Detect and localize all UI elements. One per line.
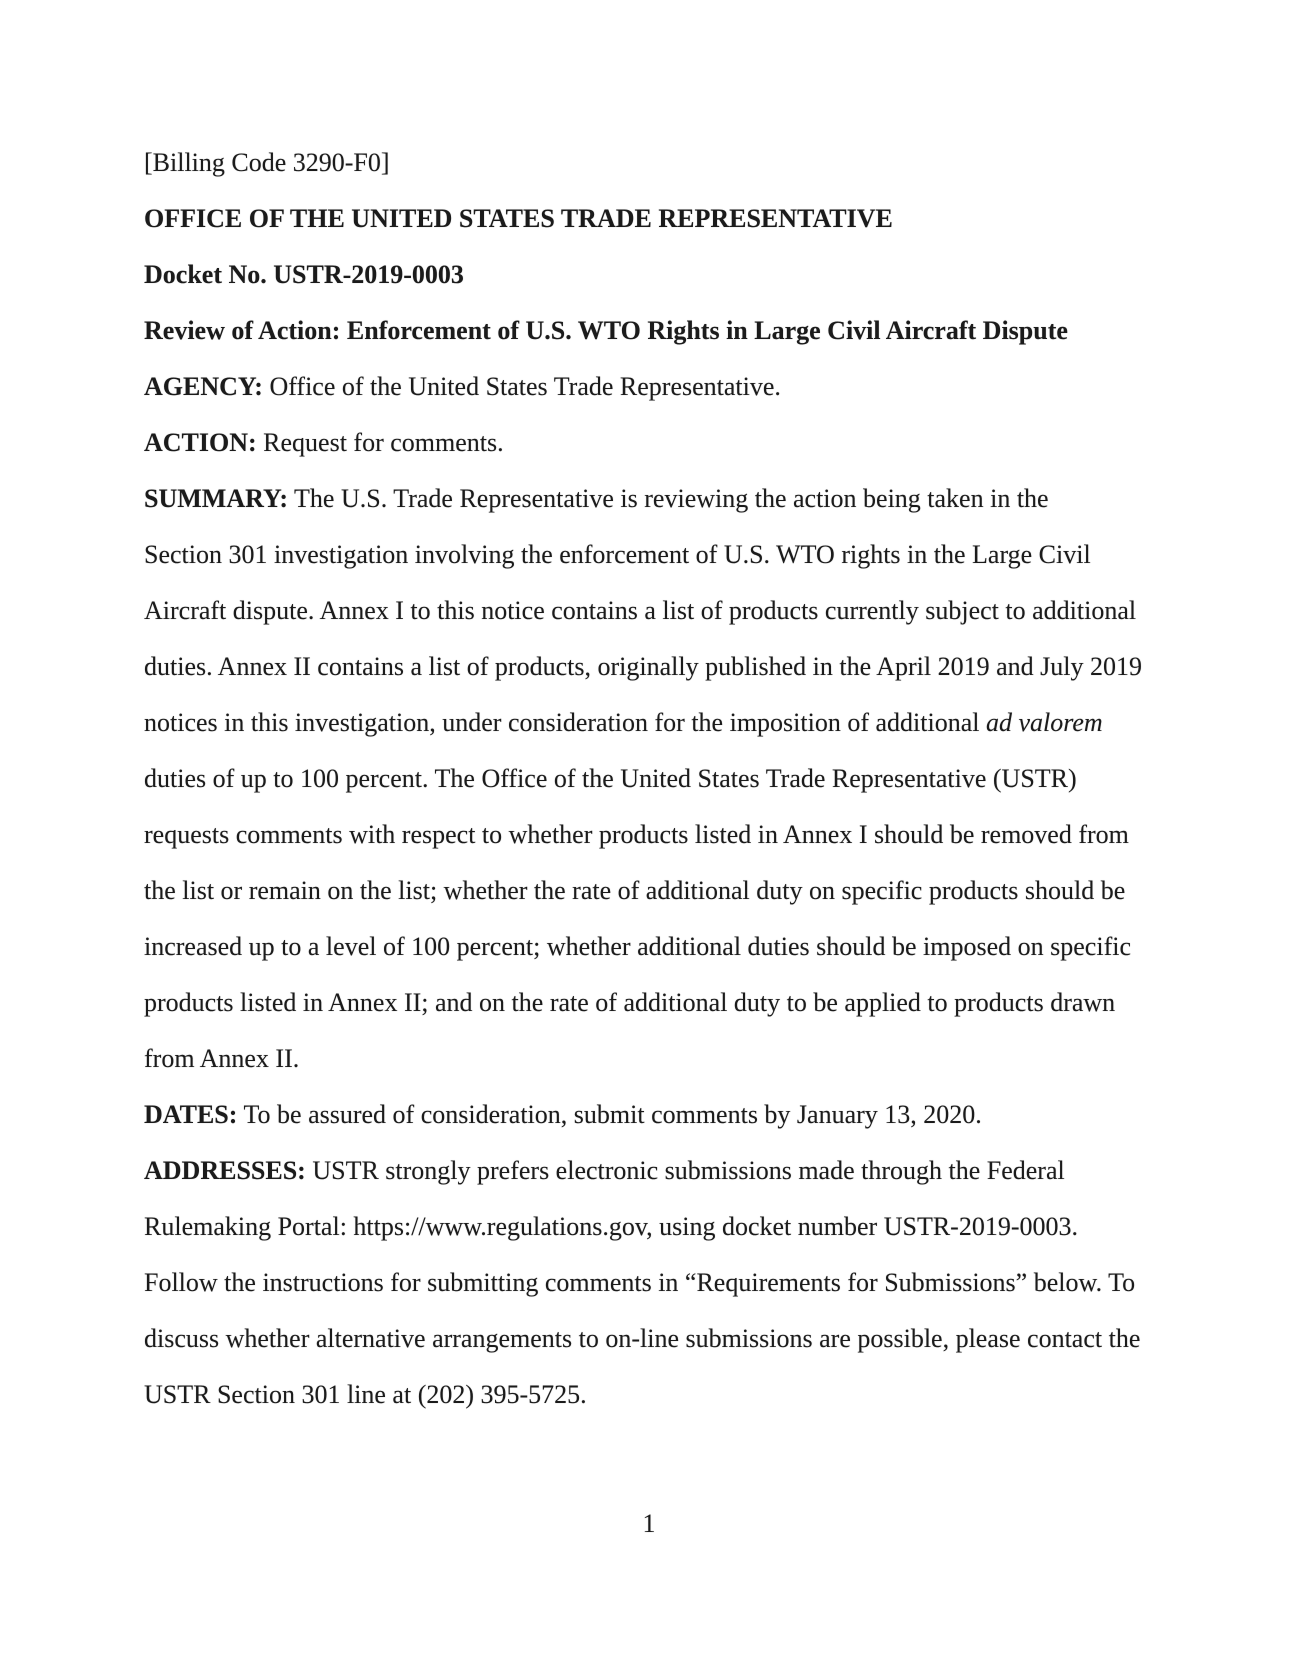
action-text: Request for comments. bbox=[256, 428, 504, 457]
page-number: 1 bbox=[642, 1509, 656, 1538]
document-body bbox=[144, 135, 1184, 1423]
summary-line-7: requests comments with respect to whether products listed in Annex I should be removed from bbox=[144, 820, 1129, 849]
addresses-line-4: discuss whether alternative arrangements to on-line submissions are possible, please contact the bbox=[144, 1324, 1141, 1353]
billing-code-line: [Billing Code 3290-F0] bbox=[144, 148, 390, 177]
addresses-text-1: USTR strongly prefers electronic submissions made through the Federal bbox=[305, 1156, 1065, 1185]
docket-number-heading: Docket No. USTR-2019-0003 bbox=[144, 260, 464, 289]
summary-line-4: duties. Annex II contains a list of products, originally published in the April 2019 and July 2019 bbox=[144, 652, 1142, 681]
addresses-line-2: Rulemaking Portal: https://www.regulations.gov, using docket number USTR-2019-0003. bbox=[144, 1212, 1078, 1241]
summary-line-11: from Annex II. bbox=[144, 1044, 300, 1073]
summary-label: SUMMARY: bbox=[144, 484, 289, 513]
agency-text: Office of the United States Trade Representative. bbox=[262, 372, 781, 401]
office-heading: OFFICE OF THE UNITED STATES TRADE REPRESENTATIVE bbox=[144, 204, 893, 233]
document-title: Review of Action: Enforcement of U.S. WTO Rights in Large Civil Aircraft Dispute bbox=[144, 316, 1068, 345]
action-label: ACTION: bbox=[144, 428, 257, 457]
summary-line-2: Section 301 investigation involving the enforcement of U.S. WTO rights in the Large Civil bbox=[144, 540, 1091, 569]
dates-text: To be assured of consideration, submit comments by January 13, 2020. bbox=[237, 1100, 982, 1129]
addresses-label: ADDRESSES: bbox=[144, 1156, 306, 1185]
addresses-line-3: Follow the instructions for submitting comments in “Requirements for Submissions” below. To bbox=[144, 1268, 1136, 1297]
ad-valorem-italic: ad valorem bbox=[985, 708, 1103, 737]
summary-text-1: The U.S. Trade Representative is reviewing the action being taken in the bbox=[288, 484, 1049, 513]
summary-line-9: increased up to a level of 100 percent; whether additional duties should be imposed on specific bbox=[144, 932, 1131, 961]
dates-label: DATES: bbox=[144, 1100, 238, 1129]
addresses-line-1 bbox=[144, 1143, 1184, 1199]
summary-text-5: notices in this investigation, under consideration for the imposition of additional bbox=[144, 708, 986, 737]
summary-line-8: the list or remain on the list; whether the rate of additional duty on specific products should be bbox=[144, 876, 1126, 905]
agency-line bbox=[144, 359, 1184, 415]
addresses-line-5: USTR Section 301 line at (202) 395-5725. bbox=[144, 1380, 587, 1409]
summary-line-1 bbox=[144, 471, 1184, 527]
dates-line bbox=[144, 1087, 1184, 1143]
summary-line-5 bbox=[144, 695, 1184, 751]
summary-line-10: products listed in Annex II; and on the rate of additional duty to be applied to products drawn bbox=[144, 988, 1116, 1017]
action-line bbox=[144, 415, 1184, 471]
agency-label: AGENCY: bbox=[144, 372, 263, 401]
summary-line-6: duties of up to 100 percent. The Office of the United States Trade Representative (USTR) bbox=[144, 764, 1077, 793]
summary-line-3: Aircraft dispute. Annex I to this notice contains a list of products currently subject to additional bbox=[144, 596, 1137, 625]
